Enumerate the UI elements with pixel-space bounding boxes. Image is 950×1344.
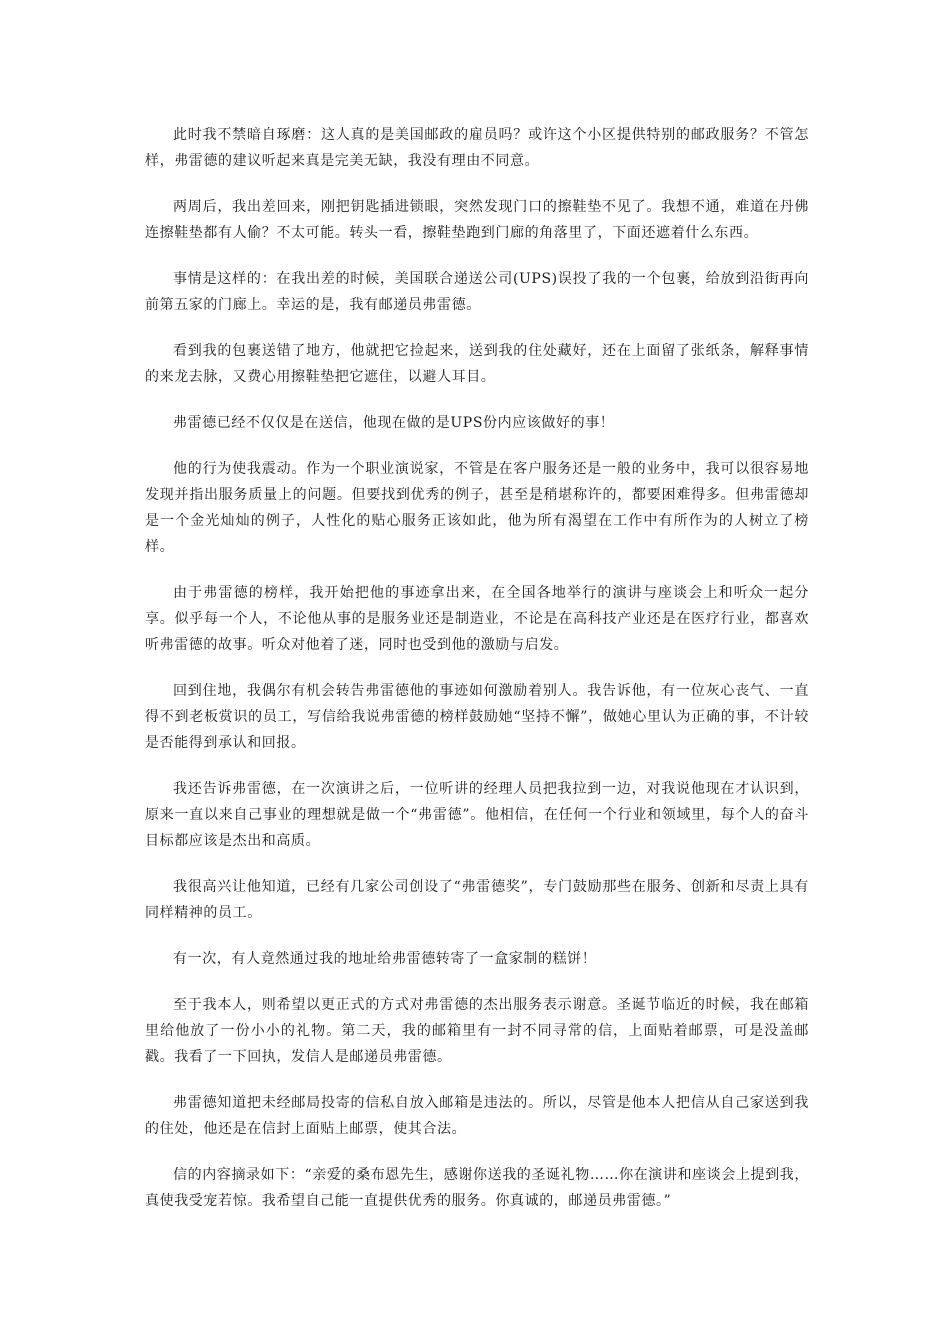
- paragraph-3: 事情是这样的：在我出差的时候，美国联合递送公司(UPS)误投了我的一个包裹，给放到沿街再向前第五家的门廊上。幸运的是，我有邮递员弗雷德。: [145, 271, 809, 313]
- paragraph-10: 我很高兴让他知道，已经有几家公司创设了“弗雷德奖”，专门鼓励那些在服务、创新和尽责上具有同样精神的员工。: [145, 879, 809, 921]
- paragraph-7: 由于弗雷德的榜样，我开始把他的事迹拿出来，在全国各地举行的演讲与座谈会上和听众一起分享。似乎每一个人，不论他从事的是服务业还是制造业，不论是在高科技产业还是在医疗行业，都喜欢听弗雷德的故事。听众对他着了迷，同时也受到他的激励与启发。: [145, 585, 809, 653]
- document-body: [145, 122, 809, 1234]
- paragraph-2: 两周后，我出差回来，刚把钥匙插进锁眼，突然发现门口的擦鞋垫不见了。我想不通，难道在丹佛连擦鞋垫都有人偷？不太可能。转头一看，擦鞋垫跑到门廊的角落里了，下面还遮着什么东西。: [145, 199, 809, 241]
- paragraph-13: 弗雷德知道把未经邮局投寄的信私自放入邮箱是违法的。所以，尽管是他本人把信从自己家送到我的住处，他还是在信封上面贴上邮票，使其合法。: [145, 1095, 809, 1137]
- paragraph-4: 看到我的包裹送错了地方，他就把它捡起来，送到我的住处藏好，还在上面留了张纸条，解释事情的来龙去脉，又费心用擦鞋垫把它遮住，以避人耳目。: [145, 343, 809, 385]
- paragraph-6: 他的行为使我震动。作为一个职业演说家，不管是在客户服务还是一般的业务中，我可以很容易地发现并指出服务质量上的问题。但要找到优秀的例子，甚至是稍堪称许的，都要困难得多。但弗雷德却是一个金光灿灿的例子，人性化的贴心服务正该如此，他为所有渴望在工作中有所作为的人树立了榜样。: [145, 461, 809, 555]
- paragraph-11: 有一次，有人竟然通过我的地址给弗雷德转寄了一盒家制的糕饼！: [173, 951, 597, 967]
- paragraph-14: 信的内容摘录如下：“亲爱的桑布恩先生，感谢你送我的圣诞礼物……你在演讲和座谈会上提到我，真使我受宠若惊。我希望自己能一直提供优秀的服务。你真诚的，邮递员弗雷德。”: [145, 1167, 809, 1209]
- paragraph-9: 我还告诉弗雷德，在一次演讲之后，一位听讲的经理人员把我拉到一边，对我说他现在才认识到，原来一直以来自己事业的理想就是做一个“弗雷德”。他相信，在任何一个行业和领域里，每个人的奋斗目标都应该是杰出和高质。: [145, 781, 809, 849]
- paragraph-8: 回到住地，我偶尔有机会转告弗雷德他的事迹如何激励着别人。我告诉他，有一位灰心丧气、一直得不到老板赏识的员工，写信给我说弗雷德的榜样鼓励她“坚持不懈”，做她心里认为正确的事，不计较是否能得到承认和回报。: [145, 683, 809, 751]
- paragraph-12: 至于我本人，则希望以更正式的方式对弗雷德的杰出服务表示谢意。圣诞节临近的时候，我在邮箱里给他放了一份小小的礼物。第二天，我的邮箱里有一封不同寻常的信，上面贴着邮票，可是没盖邮戳。我看了一下回执，发信人是邮递员弗雷德。: [145, 997, 809, 1065]
- paragraph-5: 弗雷德已经不仅仅是在送信，他现在做的是UPS份内应该做好的事！: [173, 415, 615, 431]
- paragraph-1: 此时我不禁暗自琢磨：这人真的是美国邮政的雇员吗？或许这个小区提供特别的邮政服务？不管怎样，弗雷德的建议听起来真是完美无缺，我没有理由不同意。: [145, 127, 809, 169]
